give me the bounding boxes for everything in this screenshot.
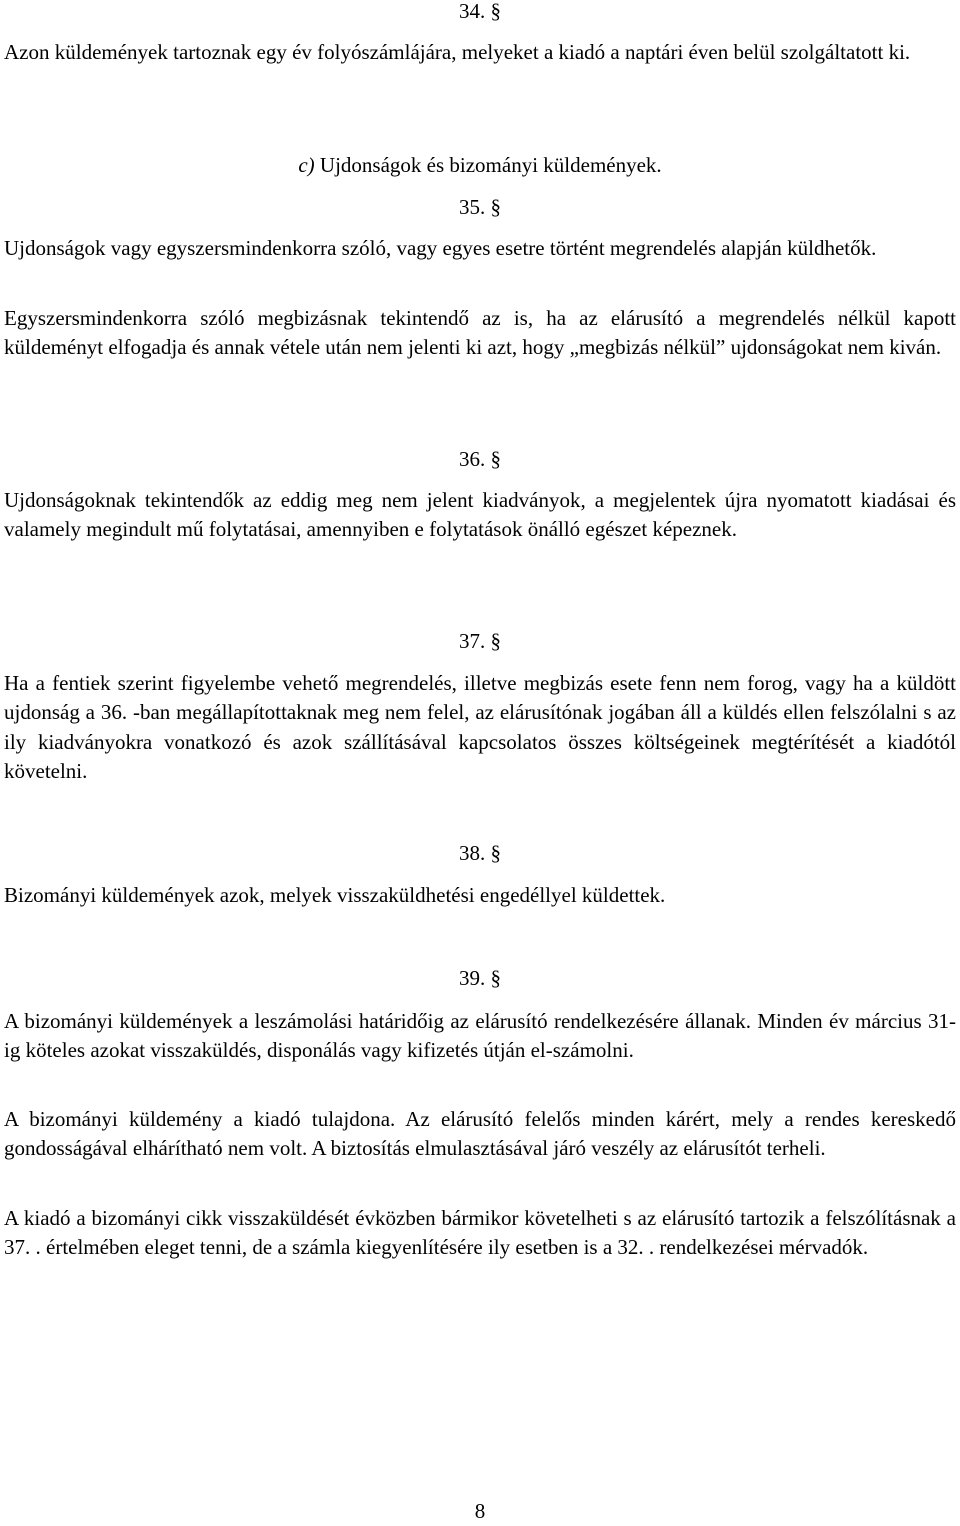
section-39-paragraph-2: A bizományi küldemény a kiadó tulajdona. Az elárusító felelős minden kárért, mely a rendes kereskedő gondosságával elhárítható nem volt. A biztosítás elmulasztásával járó veszély az elárusítót terheli. bbox=[4, 1107, 956, 1161]
section-39-paragraph-1: A bizományi küldemények a leszámolási határidőig az elárusító rendelkezésére állanak. Minden év március 31-ig köteles azokat visszaküldés, disponálás vagy kifizetés útján el-számolni. bbox=[4, 1009, 956, 1063]
section-36-paragraph-1: Ujdonságoknak tekintendők az eddig meg nem jelent kiadványok, a megjelentek újra nyomatott kiadásai és valamely megindult mű folytatásai, amennyiben e folytatások önálló egészet képeznek. bbox=[4, 488, 956, 542]
page-number: 8 bbox=[474, 1499, 486, 1523]
section-37-heading: 37. § bbox=[459, 629, 501, 653]
section-36-heading: 36. § bbox=[459, 447, 501, 471]
subsection-c-heading: c) Ujdonságok és bizományi küldemények. bbox=[298, 153, 662, 177]
section-34-heading: 34. § bbox=[459, 0, 501, 23]
section-38-heading: 38. § bbox=[459, 841, 501, 865]
section-39-heading: 39. § bbox=[459, 966, 501, 990]
section-37-paragraph-1: Ha a fentiek szerint figyelembe vehető megrendelés, illetve megbizás esete fenn nem forog, vagy ha a küldött ujdonság a 36. -ban megállapítottaknak meg nem felel, az elárusítónak jogában áll a küldés ellen felszólalni s az ily kiadványokra vonatkozó és azok szállításával kapcsolatos összes költségeinek megtérítését a kiadótól követelni. bbox=[4, 671, 956, 784]
section-35-heading: 35. § bbox=[459, 195, 501, 219]
section-35-paragraph-1: Ujdonságok vagy egyszersmindenkorra szóló, vagy egyes esetre történt megrendelés alapján küldhetők. bbox=[4, 236, 877, 260]
section-34-paragraph-1: Azon küldemények tartoznak egy év folyószámlájára, melyeket a kiadó a naptári éven belül szolgáltatott ki. bbox=[4, 40, 911, 64]
section-39-paragraph-3: A kiadó a bizományi cikk visszaküldését évközben bármikor követelheti s az elárusító tartozik a felszólításnak a 37. . értelmében eleget tenni, de a számla kiegyenlítésére ily esetben is a 32. . rendelkezései mérvadók. bbox=[4, 1206, 956, 1260]
section-38-paragraph-1: Bizományi küldemények azok, melyek visszaküldhetési engedéllyel küldettek. bbox=[4, 883, 666, 907]
section-35-paragraph-2: Egyszersmindenkorra szóló megbizásnak tekintendő az is, ha az elárusító a megrendelés nélkül kapott küldeményt elfogadja és annak vétele után nem jelenti ki azt, hogy „megbizás nélkül” ujdonságokat nem kiván. bbox=[4, 306, 956, 360]
